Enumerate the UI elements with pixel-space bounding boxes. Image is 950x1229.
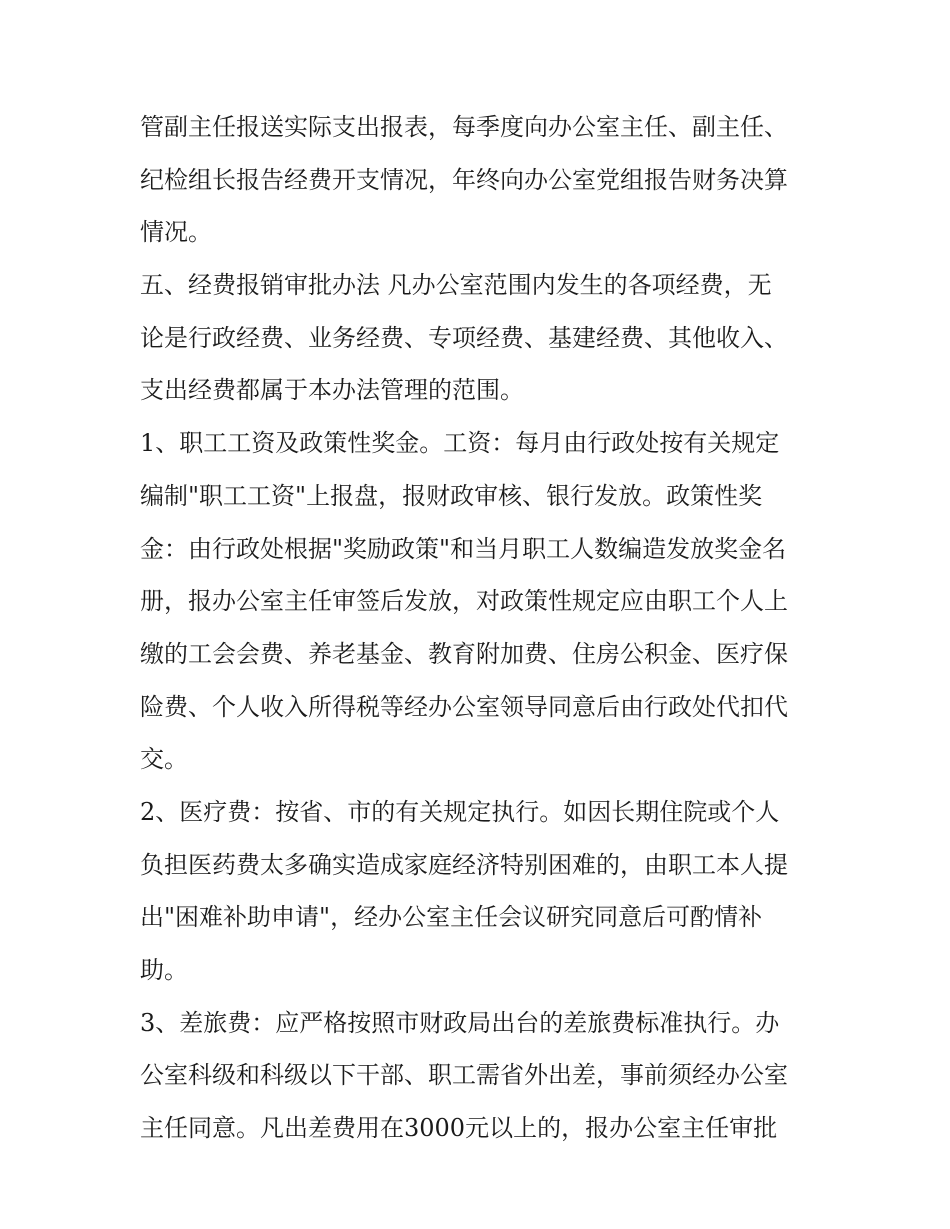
- item-3-line: 3、差旅费：应严格按照市财政局出台的差旅费标准执行。办: [140, 1008, 780, 1037]
- item-2-line: 2、医疗费：按省、市的有关规定执行。如因长期住院或个人: [140, 797, 780, 826]
- document-body: [140, 101, 820, 1155]
- text-line: 金：由行政处根据"奖励政策"和当月职工人数编造发放奖金名: [140, 534, 787, 563]
- text-line: 缴的工会会费、养老基金、教育附加费、住房公积金、医疗保: [140, 639, 788, 668]
- text-line: 助。: [140, 956, 188, 984]
- text-line: 册，报办公室主任审签后发放，对政策性规定应由职工个人上: [140, 587, 788, 616]
- section-heading-line: 五、经费报销审批办法 凡办公室范围内发生的各项经费，无: [140, 271, 772, 300]
- text-line: 交。: [140, 745, 188, 774]
- text-line: 负担医药费太多确实造成家庭经济特别困难的，由职工本人提: [140, 850, 788, 879]
- text-line: 出"困难补助申请"，经办公室主任会议研究同意后可酌情补: [140, 903, 763, 932]
- item-1-line: 1、职工工资及政策性奖金。工资：每月由行政处按有关规定: [140, 429, 780, 458]
- text-line: 论是行政经费、业务经费、专项经费、基建经费、其他收入、: [140, 323, 788, 352]
- text-line: 情况。: [140, 218, 212, 247]
- text-line: 纪检组长报告经费开支情况，年终向办公室党组报告财务决算: [140, 165, 788, 194]
- text-line: 公室科级和科级以下干部、职工需省外出差，事前须经办公室: [140, 1061, 788, 1090]
- text-line: 险费、个人收入所得税等经办公室领导同意后由行政处代扣代: [140, 692, 788, 721]
- text-line: 主任同意。凡出差费用在3000元以上的，报办公室主任审批: [140, 1114, 778, 1143]
- text-line: 管副主任报送实际支出报表，每季度向办公室主任、副主任、: [140, 113, 788, 141]
- text-line: 支出经费都属于本办法管理的范围。: [140, 376, 524, 405]
- text-line: 编制"职工工资"上报盘，报财政审核、银行发放。政策性奖: [140, 481, 763, 510]
